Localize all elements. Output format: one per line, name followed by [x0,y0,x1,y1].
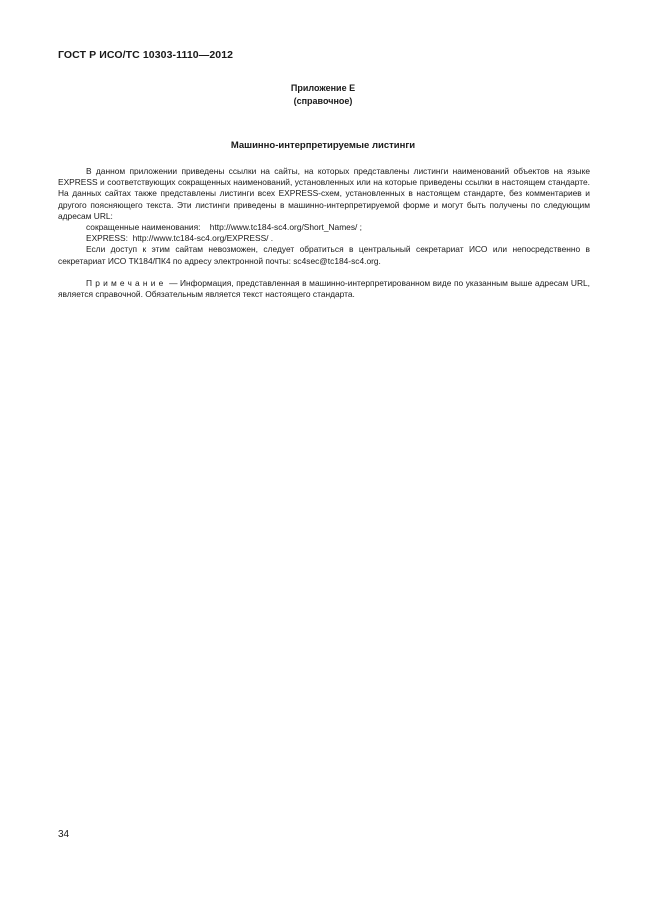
appendix-title: Приложение Е [290,83,356,93]
section-title: Машинно-интерпретируемые листинги [230,140,416,151]
intro-paragraph: В данном приложении приведены ссылки на сайты, на которых представлены листинги наименований объектов на языке EXPRESS и соответствующих сокращенных наименований, установленных или на которые приведены ссылки в настоящем стандарте. На данных сайтах также представлены листинги всех EXPRESS-схем, установленных в настоящем стандарте, без комментариев и другого поясняющего текста. Эти листинги приведены в машинно-интерпретируемой форме и могут быть получены по следующим адресам URL: [58,166,590,221]
appendix-status: (справочное) [293,96,353,106]
standard-header: ГОСТ Р ИСО/ТС 10303-1110—2012 [58,49,234,61]
short-names-url: http://www.tc184-sc4.org/Short_Names/ ; [209,222,362,233]
note-paragraph [58,278,590,300]
document-body [58,166,590,300]
express-label: EXPRESS: [86,233,128,244]
page-number: 34 [58,829,70,840]
note-text: — Информация, представленная в машинно-интерпретированном виде по указанным выше адресам URL, является справочной. Обязательным является текст настоящего стандарта. [58,277,590,300]
note-label: Примечание [86,277,167,288]
short-names-link-line [58,222,590,233]
contact-paragraph: Если доступ к этим сайтам невозможен, следует обратиться в центральный секретариат ИСО или непосредственно в секретариат ИСО ТК184/ПК4 по адресу электронной почты: sc4sec@tc184-sc4.org. [58,244,590,266]
express-link-line [58,233,590,244]
express-url: http://www.tc184-sc4.org/EXPRESS/ . [132,233,274,244]
short-names-label: сокращенные наименования: [86,222,201,233]
